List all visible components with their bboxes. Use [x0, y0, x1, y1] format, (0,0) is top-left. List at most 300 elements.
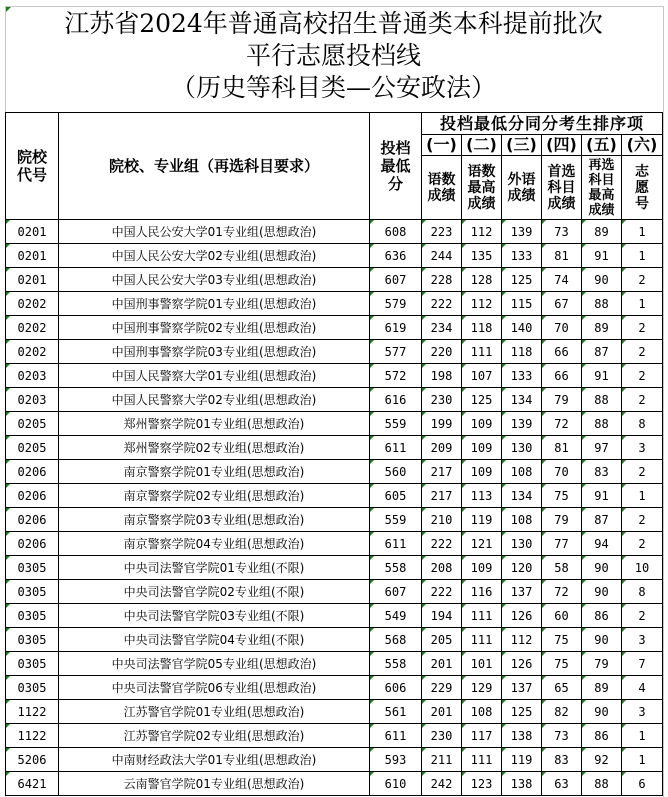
min-score-cell-text: 558	[384, 560, 407, 575]
foreign-language-score-cell[interactable]	[502, 628, 542, 652]
elective-max-score-cell[interactable]	[582, 436, 622, 460]
chinese-math-max-cell[interactable]	[462, 580, 502, 604]
first-subject-score-cell[interactable]	[542, 748, 582, 772]
preference-number-cell[interactable]	[622, 220, 663, 244]
elective-max-score-cell[interactable]	[582, 652, 622, 676]
school-name-cell[interactable]	[59, 316, 370, 340]
cell-marker-icon	[370, 772, 374, 776]
preference-number-cell[interactable]	[622, 508, 663, 532]
school-code-cell[interactable]	[6, 364, 59, 388]
elective-max-score-cell[interactable]	[582, 244, 622, 268]
first-subject-score-cell[interactable]	[542, 268, 582, 292]
school-name-cell[interactable]	[59, 268, 370, 292]
foreign-language-score-cell[interactable]	[502, 772, 542, 796]
chinese-math-max-cell[interactable]	[462, 268, 502, 292]
cell-marker-icon	[462, 316, 466, 320]
first-subject-score-cell[interactable]	[542, 436, 582, 460]
school-name-cell[interactable]	[59, 724, 370, 748]
foreign-language-score-cell[interactable]	[502, 340, 542, 364]
cell-marker-icon	[6, 532, 10, 536]
chinese-math-score-cell-text: 230	[430, 728, 453, 743]
first-subject-score-cell[interactable]	[542, 556, 582, 580]
cell-marker-icon	[622, 244, 626, 248]
preference-number-cell[interactable]	[622, 316, 663, 340]
foreign-language-score-cell[interactable]	[502, 244, 542, 268]
chinese-math-max-cell[interactable]	[462, 508, 502, 532]
school-name-cell[interactable]	[59, 436, 370, 460]
elective-max-score-cell[interactable]	[582, 364, 622, 388]
chinese-math-score-cell[interactable]	[422, 460, 462, 484]
preference-number-cell[interactable]	[622, 604, 663, 628]
chinese-math-max-cell-text: 129	[470, 680, 493, 695]
chinese-math-max-cell[interactable]	[462, 412, 502, 436]
cell-marker-icon	[582, 700, 586, 704]
foreign-language-score-cell[interactable]	[502, 484, 542, 508]
preference-number-cell[interactable]	[622, 292, 663, 316]
school-name-cell[interactable]	[59, 556, 370, 580]
first-subject-score-cell-text: 81	[554, 248, 569, 263]
elective-max-score-cell[interactable]	[582, 604, 622, 628]
school-name-cell-text: 中央司法警官学院06专业组(思想政治)	[111, 681, 317, 695]
school-code-cell-text: 0305	[17, 584, 47, 599]
chinese-math-max-cell[interactable]	[462, 772, 502, 796]
school-code-cell[interactable]	[6, 484, 59, 508]
school-name-cell[interactable]	[59, 604, 370, 628]
min-score-cell[interactable]	[370, 580, 422, 604]
school-code-cell-text: 0201	[17, 224, 47, 239]
school-name-cell[interactable]	[59, 748, 370, 772]
elective-max-score-cell[interactable]	[582, 268, 622, 292]
cell-marker-icon	[370, 364, 374, 368]
chinese-math-max-cell-text: 119	[470, 512, 493, 527]
first-subject-score-cell[interactable]	[542, 364, 582, 388]
first-subject-score-cell[interactable]	[542, 652, 582, 676]
preference-number-cell[interactable]	[622, 364, 663, 388]
chinese-math-score-cell-text: 201	[430, 704, 453, 719]
school-code-cell[interactable]	[6, 340, 59, 364]
school-code-cell[interactable]	[6, 724, 59, 748]
school-name-cell[interactable]	[59, 532, 370, 556]
cell-marker-icon	[582, 460, 586, 464]
foreign-language-score-cell[interactable]	[502, 556, 542, 580]
preference-number-cell[interactable]	[622, 628, 663, 652]
foreign-language-score-cell[interactable]	[502, 364, 542, 388]
chinese-math-score-cell[interactable]	[422, 340, 462, 364]
chinese-math-score-cell[interactable]	[422, 508, 462, 532]
cell-marker-icon	[502, 436, 506, 440]
school-code-cell[interactable]	[6, 220, 59, 244]
chinese-math-score-cell-text: 208	[430, 560, 453, 575]
cell-marker-icon	[422, 388, 426, 392]
preference-number-cell[interactable]	[622, 484, 663, 508]
min-score-cell-text: 559	[384, 416, 407, 431]
foreign-language-score-cell[interactable]	[502, 388, 542, 412]
elective-max-score-cell[interactable]	[582, 220, 622, 244]
preference-number-cell[interactable]	[622, 676, 663, 700]
min-score-cell[interactable]	[370, 412, 422, 436]
min-score-cell[interactable]	[370, 292, 422, 316]
first-subject-score-cell[interactable]	[542, 532, 582, 556]
foreign-language-score-cell[interactable]	[502, 700, 542, 724]
preference-number-cell[interactable]	[622, 340, 663, 364]
school-code-cell[interactable]	[6, 748, 59, 772]
first-subject-score-cell[interactable]	[542, 244, 582, 268]
cell-marker-icon	[370, 484, 374, 488]
min-score-cell[interactable]	[370, 676, 422, 700]
school-code-cell[interactable]	[6, 436, 59, 460]
chinese-math-max-cell[interactable]	[462, 292, 502, 316]
chinese-math-score-cell-text: 223	[430, 224, 453, 239]
foreign-language-score-cell[interactable]	[502, 676, 542, 700]
first-subject-score-cell[interactable]	[542, 388, 582, 412]
school-name-cell[interactable]	[59, 364, 370, 388]
cell-marker-icon	[502, 532, 506, 536]
cell-marker-icon	[6, 724, 10, 728]
first-subject-score-cell[interactable]	[542, 676, 582, 700]
chinese-math-score-cell[interactable]	[422, 532, 462, 556]
preference-number-cell[interactable]	[622, 388, 663, 412]
foreign-language-score-cell[interactable]	[502, 532, 542, 556]
preference-number-cell[interactable]	[622, 580, 663, 604]
chinese-math-score-cell[interactable]	[422, 316, 462, 340]
chinese-math-score-cell[interactable]	[422, 244, 462, 268]
chinese-math-max-cell[interactable]	[462, 628, 502, 652]
cell-marker-icon	[422, 292, 426, 296]
min-score-cell[interactable]	[370, 220, 422, 244]
cell-marker-icon	[6, 604, 10, 608]
elective-max-score-cell[interactable]	[582, 292, 622, 316]
min-score-cell[interactable]	[370, 628, 422, 652]
preference-number-cell-text: 2	[638, 320, 646, 335]
min-score-cell[interactable]	[370, 364, 422, 388]
min-score-cell[interactable]	[370, 748, 422, 772]
chinese-math-score-cell-text: 234	[430, 320, 453, 335]
first-subject-score-cell[interactable]	[542, 700, 582, 724]
chinese-math-score-cell[interactable]	[422, 580, 462, 604]
first-subject-score-cell[interactable]	[542, 484, 582, 508]
elective-max-score-cell[interactable]	[582, 748, 622, 772]
foreign-language-score-cell-text: 140	[510, 320, 533, 335]
foreign-language-score-cell[interactable]	[502, 748, 542, 772]
school-code-cell[interactable]	[6, 244, 59, 268]
chinese-math-max-cell[interactable]	[462, 340, 502, 364]
school-name-cell[interactable]	[59, 700, 370, 724]
school-code-cell[interactable]	[6, 676, 59, 700]
foreign-language-score-cell[interactable]	[502, 316, 542, 340]
first-subject-score-cell[interactable]	[542, 772, 582, 796]
chinese-math-score-cell[interactable]	[422, 388, 462, 412]
elective-max-score-cell[interactable]	[582, 580, 622, 604]
min-score-cell[interactable]	[370, 700, 422, 724]
chinese-math-score-cell[interactable]	[422, 436, 462, 460]
school-code-cell[interactable]	[6, 652, 59, 676]
cell-marker-icon	[6, 676, 10, 680]
school-code-cell[interactable]	[6, 412, 59, 436]
school-name-cell[interactable]	[59, 388, 370, 412]
cell-marker-icon	[502, 220, 506, 224]
school-code-cell[interactable]	[6, 580, 59, 604]
elective-max-score-cell-text: 90	[594, 584, 609, 599]
school-code-cell[interactable]	[6, 292, 59, 316]
elective-max-score-cell-text: 86	[594, 608, 609, 623]
table-row	[6, 724, 663, 748]
preference-number-cell[interactable]	[622, 700, 663, 724]
preference-number-cell-text: 8	[638, 584, 646, 599]
elective-max-score-cell[interactable]	[582, 628, 622, 652]
min-score-cell[interactable]	[370, 556, 422, 580]
first-subject-score-cell[interactable]	[542, 412, 582, 436]
min-score-cell-text: 611	[384, 440, 407, 455]
foreign-language-score-cell[interactable]	[502, 412, 542, 436]
chinese-math-score-cell[interactable]	[422, 604, 462, 628]
school-name-cell[interactable]	[59, 652, 370, 676]
school-code-cell-text: 1122	[17, 728, 47, 743]
preference-number-cell[interactable]	[622, 772, 663, 796]
chinese-math-score-cell[interactable]	[422, 652, 462, 676]
chinese-math-score-cell[interactable]	[422, 412, 462, 436]
cell-marker-icon	[582, 724, 586, 728]
cell-marker-icon	[370, 532, 374, 536]
school-name-cell[interactable]	[59, 580, 370, 604]
elective-max-score-cell[interactable]	[582, 460, 622, 484]
school-name-cell[interactable]	[59, 244, 370, 268]
chinese-math-max-cell[interactable]	[462, 748, 502, 772]
first-subject-score-cell[interactable]	[542, 292, 582, 316]
school-code-cell-text: 0305	[17, 680, 47, 695]
first-subject-score-cell-text: 72	[554, 584, 569, 599]
preference-number-cell[interactable]	[622, 436, 663, 460]
foreign-language-score-cell[interactable]	[502, 508, 542, 532]
school-code-cell[interactable]	[6, 388, 59, 412]
foreign-language-score-cell[interactable]	[502, 580, 542, 604]
school-code-cell[interactable]	[6, 532, 59, 556]
foreign-language-score-cell[interactable]	[502, 220, 542, 244]
chinese-math-max-cell[interactable]	[462, 556, 502, 580]
school-code-cell[interactable]	[6, 460, 59, 484]
elective-max-score-cell[interactable]	[582, 316, 622, 340]
school-code-cell[interactable]	[6, 700, 59, 724]
school-name-cell-text: 南京警察学院03专业组(思想政治)	[123, 513, 305, 527]
cell-marker-icon	[502, 628, 506, 632]
title-line-3: （历史等科目类—公安政法）	[170, 73, 496, 102]
elective-max-score-cell[interactable]	[582, 340, 622, 364]
chinese-math-score-cell[interactable]	[422, 724, 462, 748]
cell-marker-icon	[582, 484, 586, 488]
chinese-math-max-cell[interactable]	[462, 244, 502, 268]
school-code-cell[interactable]	[6, 316, 59, 340]
first-subject-score-cell[interactable]	[542, 508, 582, 532]
preference-number-cell[interactable]	[622, 268, 663, 292]
preference-number-cell[interactable]	[622, 652, 663, 676]
school-name-cell[interactable]	[59, 484, 370, 508]
first-subject-score-cell-text: 79	[554, 392, 569, 407]
cell-marker-icon	[370, 604, 374, 608]
cell-marker-icon	[542, 580, 546, 584]
chinese-math-max-cell[interactable]	[462, 700, 502, 724]
school-code-cell[interactable]	[6, 508, 59, 532]
preference-number-cell[interactable]	[622, 532, 663, 556]
preference-number-cell[interactable]	[622, 412, 663, 436]
elective-max-score-cell[interactable]	[582, 772, 622, 796]
cell-marker-icon	[422, 724, 426, 728]
foreign-language-score-cell[interactable]	[502, 724, 542, 748]
chinese-math-score-cell[interactable]	[422, 292, 462, 316]
preference-number-cell-text: 3	[638, 632, 646, 647]
cell-marker-icon	[6, 484, 10, 488]
first-subject-score-cell[interactable]	[542, 220, 582, 244]
min-score-cell[interactable]	[370, 244, 422, 268]
cell-marker-icon	[542, 700, 546, 704]
school-code-cell[interactable]	[6, 628, 59, 652]
cell-marker-icon	[370, 580, 374, 584]
preference-number-cell[interactable]	[622, 748, 663, 772]
first-subject-score-cell-text: 79	[554, 512, 569, 527]
elective-max-score-cell[interactable]	[582, 508, 622, 532]
elective-max-score-cell[interactable]	[582, 724, 622, 748]
elective-max-score-cell[interactable]	[582, 676, 622, 700]
preference-number-cell[interactable]	[622, 724, 663, 748]
cell-marker-icon	[542, 772, 546, 776]
school-name-cell[interactable]	[59, 220, 370, 244]
chinese-math-score-cell[interactable]	[422, 772, 462, 796]
first-subject-score-cell[interactable]	[542, 460, 582, 484]
chinese-math-max-cell[interactable]	[462, 460, 502, 484]
chinese-math-score-cell[interactable]	[422, 484, 462, 508]
min-score-cell[interactable]	[370, 604, 422, 628]
chinese-math-score-cell[interactable]	[422, 628, 462, 652]
foreign-language-score-cell[interactable]	[502, 460, 542, 484]
cell-marker-icon	[622, 460, 626, 464]
chinese-math-score-cell-text: 210	[430, 512, 453, 527]
preference-number-cell[interactable]	[622, 460, 663, 484]
cell-marker-icon	[542, 556, 546, 560]
elective-max-score-cell[interactable]	[582, 700, 622, 724]
elective-max-score-cell[interactable]	[582, 412, 622, 436]
chinese-math-score-cell[interactable]	[422, 676, 462, 700]
chinese-math-max-cell[interactable]	[462, 364, 502, 388]
first-subject-score-cell[interactable]	[542, 724, 582, 748]
chinese-math-max-cell[interactable]	[462, 604, 502, 628]
cell-marker-icon	[542, 292, 546, 296]
cell-marker-icon	[582, 556, 586, 560]
min-score-cell[interactable]	[370, 652, 422, 676]
chinese-math-score-cell[interactable]	[422, 700, 462, 724]
foreign-language-score-cell[interactable]	[502, 292, 542, 316]
min-score-cell-text: 608	[384, 224, 407, 239]
cell-marker-icon	[422, 484, 426, 488]
school-name-cell[interactable]	[59, 628, 370, 652]
foreign-language-score-cell[interactable]	[502, 604, 542, 628]
min-score-cell[interactable]	[370, 388, 422, 412]
school-name-cell[interactable]	[59, 460, 370, 484]
min-score-cell[interactable]	[370, 532, 422, 556]
first-subject-score-cell[interactable]	[542, 316, 582, 340]
cell-marker-icon	[462, 220, 466, 224]
cell-marker-icon	[582, 772, 586, 776]
chinese-math-max-cell[interactable]	[462, 676, 502, 700]
min-score-cell[interactable]	[370, 340, 422, 364]
chinese-math-max-cell[interactable]	[462, 484, 502, 508]
school-name-cell-text: 中国刑事警察学院01专业组(思想政治)	[111, 297, 317, 311]
header-tiebreak-4-number: (四)	[542, 135, 582, 156]
cell-marker-icon	[462, 436, 466, 440]
chinese-math-score-cell[interactable]	[422, 220, 462, 244]
school-name-cell[interactable]	[59, 412, 370, 436]
elective-max-score-cell[interactable]	[582, 484, 622, 508]
min-score-cell[interactable]	[370, 268, 422, 292]
table-row	[6, 364, 663, 388]
chinese-math-max-cell[interactable]	[462, 436, 502, 460]
school-name-cell[interactable]	[59, 772, 370, 796]
chinese-math-score-cell-text: 201	[430, 656, 453, 671]
first-subject-score-cell[interactable]	[542, 628, 582, 652]
foreign-language-score-cell[interactable]	[502, 268, 542, 292]
chinese-math-max-cell-text: 109	[470, 464, 493, 479]
school-name-cell[interactable]	[59, 508, 370, 532]
school-name-cell[interactable]	[59, 676, 370, 700]
min-score-cell[interactable]	[370, 460, 422, 484]
chinese-math-score-cell[interactable]	[422, 268, 462, 292]
school-code-cell[interactable]	[6, 268, 59, 292]
chinese-math-max-cell[interactable]	[462, 220, 502, 244]
first-subject-score-cell[interactable]	[542, 340, 582, 364]
cell-marker-icon	[422, 604, 426, 608]
school-code-cell[interactable]	[6, 604, 59, 628]
elective-max-score-cell[interactable]	[582, 532, 622, 556]
min-score-cell[interactable]	[370, 484, 422, 508]
chinese-math-max-cell[interactable]	[462, 388, 502, 412]
school-name-cell[interactable]	[59, 292, 370, 316]
min-score-cell-text: 611	[384, 536, 407, 551]
preference-number-cell[interactable]	[622, 556, 663, 580]
first-subject-score-cell[interactable]	[542, 580, 582, 604]
preference-number-cell[interactable]	[622, 244, 663, 268]
cell-marker-icon	[422, 244, 426, 248]
foreign-language-score-cell-text: 137	[510, 680, 533, 695]
cell-marker-icon	[582, 532, 586, 536]
min-score-cell[interactable]	[370, 508, 422, 532]
first-subject-score-cell[interactable]	[542, 604, 582, 628]
chinese-math-max-cell[interactable]	[462, 532, 502, 556]
foreign-language-score-cell[interactable]	[502, 436, 542, 460]
min-score-cell[interactable]	[370, 772, 422, 796]
chinese-math-score-cell[interactable]	[422, 556, 462, 580]
chinese-math-max-cell[interactable]	[462, 316, 502, 340]
chinese-math-score-cell[interactable]	[422, 748, 462, 772]
school-code-cell-text: 5206	[17, 752, 47, 767]
min-score-cell[interactable]	[370, 316, 422, 340]
school-code-cell[interactable]	[6, 556, 59, 580]
min-score-cell[interactable]	[370, 436, 422, 460]
school-name-cell-text: 江苏警官学院01专业组(思想政治)	[123, 705, 305, 719]
elective-max-score-cell[interactable]	[582, 388, 622, 412]
foreign-language-score-cell[interactable]	[502, 652, 542, 676]
cell-marker-icon	[502, 244, 506, 248]
chinese-math-score-cell[interactable]	[422, 364, 462, 388]
cell-marker-icon	[582, 748, 586, 752]
foreign-language-score-cell-text: 139	[510, 224, 533, 239]
chinese-math-max-cell[interactable]	[462, 652, 502, 676]
min-score-cell[interactable]	[370, 724, 422, 748]
elective-max-score-cell[interactable]	[582, 556, 622, 580]
elective-max-score-cell-text: 90	[594, 632, 609, 647]
chinese-math-max-cell[interactable]	[462, 724, 502, 748]
school-name-cell[interactable]	[59, 340, 370, 364]
cell-marker-icon	[422, 700, 426, 704]
cell-marker-icon	[6, 580, 10, 584]
cell-marker-icon	[542, 268, 546, 272]
school-code-cell[interactable]	[6, 772, 59, 796]
